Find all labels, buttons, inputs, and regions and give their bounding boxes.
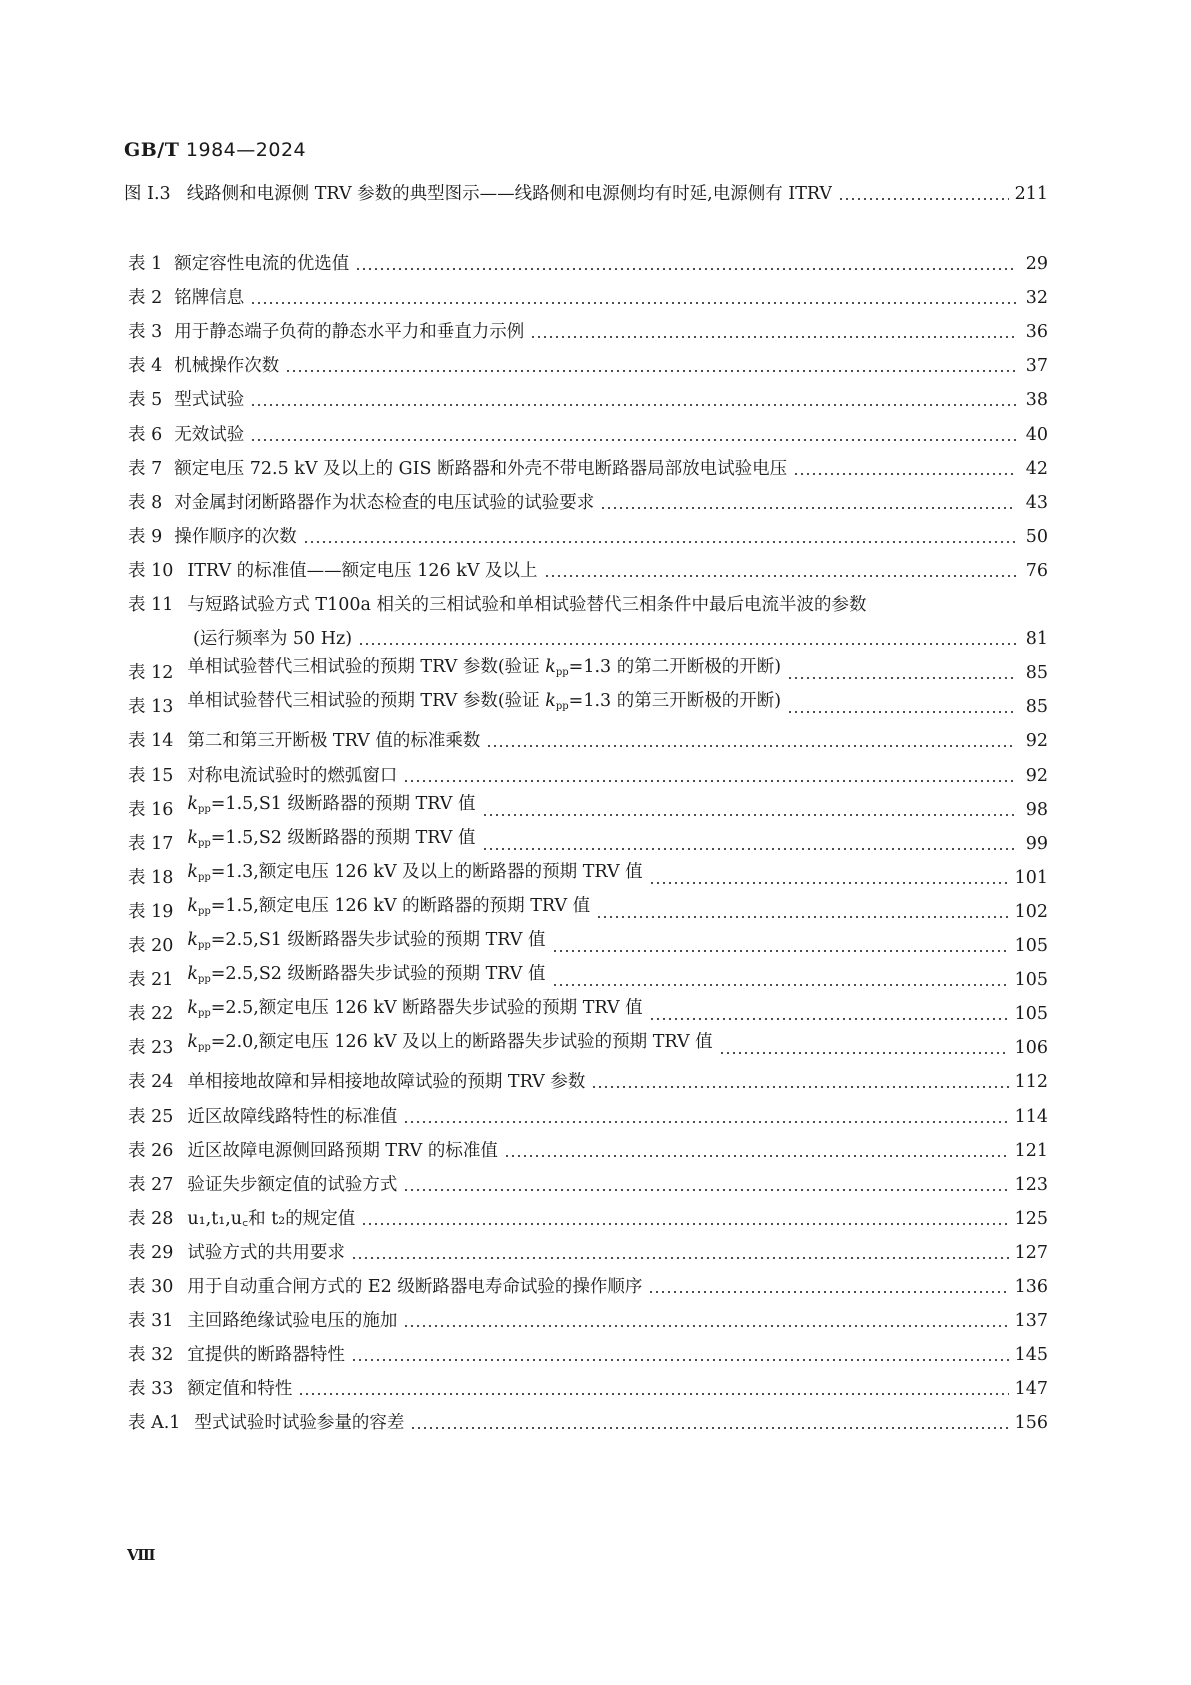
entry-title: 额定容性电流的优选值 [174,254,350,274]
entry-page: 32 [1025,288,1048,309]
entry-label: 表 15 [128,765,174,786]
entry-title [187,925,545,961]
entry-title: 铭牌信息 [174,288,245,309]
dot-leader [787,658,1016,688]
entry-page: 50 [1025,526,1048,547]
dot-leader [504,1136,1009,1166]
entry-label: 表 25 [128,1106,174,1127]
entry-title: 额定值和特性 [187,1379,293,1400]
entry-title [187,789,475,825]
entry-title: 近区故障电源侧回路预期 TRV 的标准值 [187,1140,498,1161]
entry-label: 表 1 [128,254,163,274]
entry-page: 38 [1025,390,1048,411]
entry-title: 机械操作次数 [174,356,280,377]
dot-leader [482,795,1017,825]
toc-entry[interactable] [128,897,1048,927]
entry-title: 额定电压 72.5 kV 及以上的 GIS 断路器和外壳不带电断路器局部放电试验电压 [174,458,788,479]
entry-page: 125 [1014,1208,1048,1229]
toc-entry[interactable] [128,420,1048,450]
toc-entry[interactable] [128,1204,1048,1234]
entry-label: 表 14 [128,731,174,752]
symbol-subscript: pp [197,871,211,883]
symbol-subscript: pp [197,974,211,986]
dot-leader [250,420,1016,450]
dot-leader [285,351,1016,381]
entry-title-suffix: =2.0,额定电压 126 kV 及以上的断路器失步试验的预期 TRV 值 [210,1032,713,1053]
entry-page: 76 [1025,560,1048,581]
standard-prefix: GB/T [124,139,180,161]
entry-title [187,891,590,927]
entry-page: 127 [1014,1242,1048,1263]
toc-entry[interactable] [128,1374,1048,1404]
symbol-k: k [545,691,556,712]
symbol-subscript: pp [197,1042,211,1054]
toc-entry[interactable] [128,726,1048,756]
entry-title [187,959,545,995]
symbol-k: k [187,827,198,848]
toc-entry[interactable] [128,999,1048,1029]
entry-label: 表 9 [128,526,163,547]
entry-page: 121 [1014,1140,1048,1161]
toc-entry[interactable] [128,1238,1048,1268]
dot-leader [486,726,1016,756]
dot-leader [298,1374,1008,1404]
entry-label: 表 30 [128,1277,174,1297]
symbol-k: k [187,1032,198,1053]
toc-entry[interactable] [128,283,1048,313]
symbol-subscript: pp [555,701,569,713]
entry-title: 线路侧和电源侧 TRV 参数的典型图示——线路侧和电源侧均有时延,电源侧有 ITRV [186,184,833,204]
dot-leader [649,863,1009,893]
entry-label: 表 10 [128,560,174,581]
entry-page: 102 [1014,901,1048,922]
dot-leader [544,556,1016,586]
toc-entry[interactable] [128,1306,1048,1336]
entry-label: 表 16 [128,799,174,820]
dot-leader [648,1272,1008,1302]
entry-label: 表 5 [128,390,163,411]
symbol-k: k [187,895,198,916]
entry-title-suffix: =1.3 的第三开断极的开断) [568,691,782,712]
entry-title [187,993,642,1029]
dot-leader [793,454,1016,484]
entry-title-suffix: =1.3 的第二开断极的开断) [568,657,782,678]
entry-title [187,857,642,893]
symbol-subscript: pp [197,1008,211,1020]
dot-leader [403,1102,1008,1132]
toc-entry[interactable] [128,1033,1048,1063]
dot-leader [600,488,1016,518]
toc-entry[interactable] [193,624,1048,654]
entry-page: 37 [1025,356,1048,377]
entry-title: 与短路试验方式 T100a 相关的三相试验和单相试验替代三相条件中最后电流半波的参数 [187,595,867,615]
entry-title: 型式试验时试验参量的容差 [194,1413,405,1434]
symbol-k: k [187,861,198,882]
toc-entry[interactable] [128,1136,1048,1166]
entry-page: 114 [1014,1106,1048,1127]
entry-title: 无效试验 [174,424,245,445]
dot-leader [403,1170,1008,1200]
entry-title: 用于自动重合闸方式的 E2 级断路器电寿命试验的操作顺序 [187,1277,643,1297]
entry-label: 表 20 [128,936,174,956]
toc-entry[interactable] [128,454,1048,484]
toc-entry[interactable] [128,1408,1048,1438]
toc-entry[interactable] [128,590,1048,620]
entry-label: 表 11 [128,595,174,615]
entry-page: 105 [1014,970,1048,991]
dot-leader [552,931,1009,961]
entry-label: 表 2 [128,288,163,309]
entry-title: 对称电流试验时的燃弧窗口 [187,765,398,786]
entry-label: 表 12 [128,663,174,684]
dot-leader [250,385,1016,415]
dot-leader [482,829,1017,859]
entry-title-suffix: =1.3,额定电压 126 kV 及以上的断路器的预期 TRV 值 [210,861,643,882]
entry-title [187,686,781,722]
entry-title-suffix: =2.5,额定电压 126 kV 断路器失步试验的预期 TRV 值 [210,998,643,1019]
entry-page: 105 [1014,936,1048,956]
entry-title-suffix: =1.5,S2 级断路器的预期 TRV 值 [210,827,476,848]
standard-number: 1984—2024 [185,139,307,161]
entry-title-suffix: =2.5,S2 级断路器失步试验的预期 TRV 值 [210,964,546,985]
entry-page: 85 [1025,697,1048,718]
symbol-subscript: pp [197,803,211,815]
toc-entry[interactable] [128,1340,1048,1370]
dot-leader [591,1067,1008,1097]
dot-leader [530,317,1016,347]
entry-label: 表 28 [128,1208,174,1229]
entry-page: 156 [1014,1413,1048,1434]
entry-label: 表 13 [128,697,174,718]
dot-leader [355,249,1016,279]
entry-label: 表 23 [128,1038,174,1059]
entry-label: 表 18 [128,867,174,888]
toc-entry[interactable] [128,931,1048,961]
toc-entry[interactable] [128,829,1048,859]
entry-page: 101 [1014,867,1048,888]
symbol-k: k [187,793,198,814]
symbol-subscript: pp [197,905,211,917]
entry-title: 试验方式的共用要求 [187,1242,345,1263]
entry-label: 表 19 [128,901,174,922]
entry-label: 表 32 [128,1345,174,1366]
entry-page: 40 [1025,424,1048,445]
entry-label: 表 A.1 [128,1413,181,1434]
entry-title: 验证失步额定值的试验方式 [187,1174,398,1195]
dot-leader [552,965,1009,995]
page-number-roman: Ⅷ [127,1546,155,1564]
toc-entry[interactable] [128,1102,1048,1132]
toc-entry[interactable] [128,658,1048,688]
entry-page: 123 [1014,1174,1048,1195]
entry-label: 表 31 [128,1311,174,1332]
symbol-k: k [187,998,198,1019]
symbol-k: k [187,930,198,950]
entry-title: 近区故障线路特性的标准值 [187,1106,398,1127]
entry-label: 表 6 [128,424,163,445]
entry-label: 表 26 [128,1140,174,1161]
dot-leader [838,179,1009,209]
toc-entry[interactable] [128,1272,1048,1302]
entry-title-suffix: =2.5,S1 级断路器失步试验的预期 TRV 值 [210,930,546,950]
entry-title: ITRV 的标准值——额定电压 126 kV 及以上 [187,560,538,581]
entry-page: 145 [1014,1345,1048,1366]
entry-title-suffix: =1.5,S1 级断路器的预期 TRV 值 [210,793,476,814]
entry-page: 137 [1014,1311,1048,1332]
entry-title [187,823,475,859]
entry-page: 42 [1025,458,1048,479]
entry-label: 表 17 [128,833,174,854]
entry-page: 43 [1025,492,1048,513]
entry-label: 表 7 [128,458,163,479]
entry-title: u₁,t₁,u꜀和 t₂的规定值 [187,1208,356,1229]
symbol-subscript: pp [197,837,211,849]
entry-page: 99 [1025,833,1048,854]
dot-leader [351,1238,1009,1268]
toc-entry[interactable] [128,488,1048,518]
toc-entry-figure-i3[interactable] [124,179,1048,209]
entry-label: 表 24 [128,1072,174,1093]
dot-leader [403,761,1016,791]
entry-title-prefix: 单相试验替代三相试验的预期 TRV 参数(验证 [187,691,546,712]
entry-title: 型式试验 [174,390,245,411]
entry-page: 81 [1025,629,1048,650]
symbol-k: k [187,964,198,985]
entry-title: 对金属封闭断路器作为状态检查的电压试验的试验要求 [174,492,595,513]
dot-leader [410,1408,1008,1438]
toc-entry[interactable] [128,692,1048,722]
toc-entry[interactable] [128,317,1048,347]
dot-leader [361,1204,1008,1234]
dot-leader [596,897,1008,927]
dot-leader [403,1306,1008,1336]
entry-page: 211 [1014,184,1048,204]
entry-label: 表 3 [128,322,163,343]
dot-leader [787,692,1016,722]
dot-leader [649,999,1009,1029]
dot-leader [351,1340,1009,1370]
toc-entry[interactable] [128,556,1048,586]
entry-label: 表 21 [128,970,174,991]
entry-page: 92 [1025,731,1048,752]
entry-title [187,1027,712,1063]
entry-page: 29 [1025,254,1048,274]
entry-title: (运行频率为 50 Hz) [193,629,353,650]
toc-entry[interactable] [128,1067,1048,1097]
entry-label: 表 27 [128,1174,174,1195]
entry-title: 单相接地故障和异相接地故障试验的预期 TRV 参数 [187,1072,586,1093]
toc-entry[interactable] [128,965,1048,995]
symbol-k: k [545,657,556,678]
document-id [124,139,306,161]
toc-entry[interactable] [128,1170,1048,1200]
toc-entry[interactable] [128,385,1048,415]
toc-entry[interactable] [128,761,1048,791]
entry-title: 主回路绝缘试验电压的施加 [187,1311,398,1332]
symbol-subscript: pp [555,667,569,679]
entry-title: 用于静态端子负荷的静态水平力和垂直力示例 [174,322,525,343]
entry-page: 92 [1025,765,1048,786]
toc-entry[interactable] [128,522,1048,552]
entry-label: 表 8 [128,492,163,513]
dot-leader [719,1033,1009,1063]
entry-title: 操作顺序的次数 [174,526,297,547]
entry-label: 表 33 [128,1379,174,1400]
entry-title [187,652,781,688]
entry-page: 105 [1014,1004,1048,1025]
entry-page: 85 [1025,663,1048,684]
entry-page: 112 [1014,1072,1048,1093]
entry-label: 表 4 [128,356,163,377]
entry-label: 表 29 [128,1242,174,1263]
entry-title-suffix: =1.5,额定电压 126 kV 的断路器的预期 TRV 值 [210,895,591,916]
entry-page: 106 [1014,1038,1048,1059]
entry-title: 第二和第三开断极 TRV 值的标准乘数 [187,731,481,752]
entry-page: 36 [1025,322,1048,343]
entry-label: 图 I.3 [124,184,171,204]
toc-entry[interactable] [128,863,1048,893]
entry-title-prefix: 单相试验替代三相试验的预期 TRV 参数(验证 [187,657,546,678]
entry-page: 136 [1014,1277,1048,1297]
entry-page: 147 [1014,1379,1048,1400]
dot-leader [303,522,1016,552]
toc-entry[interactable] [128,795,1048,825]
toc-entry[interactable] [128,351,1048,381]
symbol-subscript: pp [197,940,211,951]
dot-leader [250,283,1016,313]
toc-entry[interactable] [128,249,1048,279]
entry-page: 98 [1025,799,1048,820]
dot-leader [358,624,1016,654]
entry-title: 宜提供的断路器特性 [187,1345,345,1366]
entry-label: 表 22 [128,1004,174,1025]
